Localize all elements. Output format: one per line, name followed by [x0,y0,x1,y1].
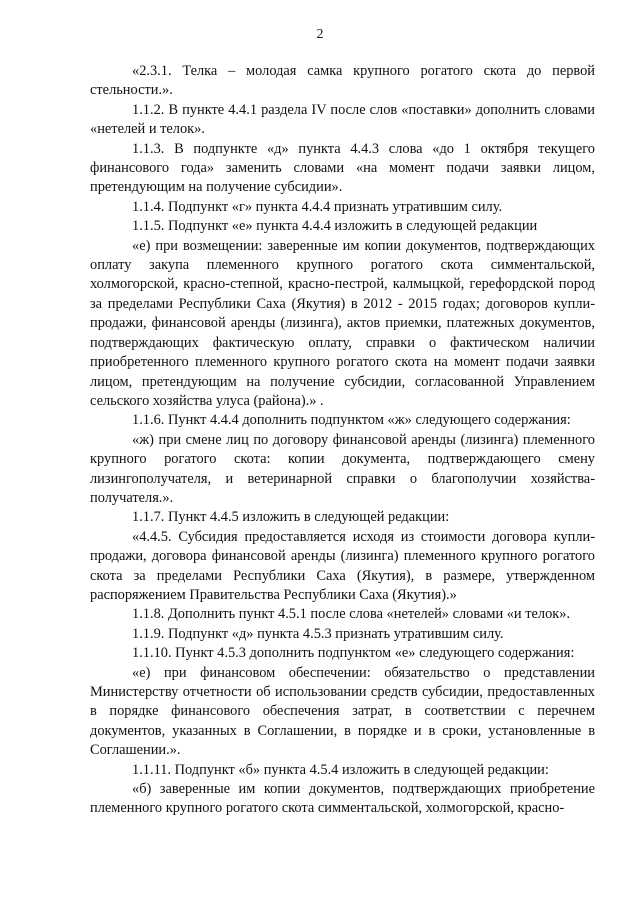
paragraph-1-1-7: 1.1.7. Пункт 4.4.5 изложить в следующей редакции: [132,509,450,526]
paragraph-1-1-5: 1.1.5. Подпункт «е» пункта 4.4.4 изложить в следующей редакции [132,218,538,235]
paragraph-1-1-11: 1.1.11. Подпункт «б» пункта 4.5.4 изложить в следующей редакции: [132,761,549,778]
paragraph-1-1-2: 1.1.2. В пункте 4.4.1 раздела IV после слов «поставки» дополнить словами «нетелей и телок». [90,101,595,138]
paragraph-2-3-1: «2.3.1. Телка – молодая самка крупного рогатого скота до первой стельности.». [90,63,595,99]
paragraph-1-1-10: 1.1.10. Пункт 4.5.3 дополнить подпунктом «е» следующего содержания: [132,645,575,662]
quote-subparagraph-e: «е) при возмещении: заверенные им копии документов, подтверждающих оплату закупа племенного крупного рогатого скота симментальской, холмогорской, красно-степной, красно-пестрой, калмыцкой, герефордской пород за пределами Республики Саха (Якутия) в 2012 - 2015 годах; договоров купли-продажи, финансовой аренды (лизинга), актов приемки, платежных документов, подтверждающих фактическую оплату, справки о фактическом наличии приобретенного племенного крупного рогатого скота на момент подачи заявки лицом, претендующим на получение субсидии, согласованной Управлением сельского хозяйства улуса (района).» . [90,237,595,409]
quote-subparagraph-e-financing: «е) при финансовом обеспечении: обязательство о представлении Министерству отчетности об использовании средств субсидии, предоставленных в порядке финансового обеспечения затрат, в соответствии с перечнем документов, указанных в Соглашении, в порядке и в сроки, установленные в Соглашении.». [90,664,595,759]
quote-subparagraph-b: «б) заверенные им копии документов, подтверждающих приобретение племенного крупного рогатого скота симментальской, холмогорской, красно- [90,781,595,817]
quote-paragraph-4-4-5: «4.4.5. Субсидия предоставляется исходя из стоимости договора купли-продажи, договора финансовой аренды (лизинга) племенного крупного рогатого скота за пределами Республики Саха (Якутия), в размере, утвержденном распоряжением Правительства Республики Саха (Якутия).» [90,528,595,603]
paragraph-1-1-4: 1.1.4. Подпункт «г» пункта 4.4.4 признать утратившим силу. [132,198,503,215]
paragraph-1-1-8: 1.1.8. Дополнить пункт 4.5.1 после слова «нетелей» словами «и телок». [132,606,571,623]
paragraph-1-1-9: 1.1.9. Подпункт «д» пункта 4.5.3 признать утратившим силу. [132,625,504,642]
paragraph-1-1-3: 1.1.3. В подпункте «д» пункта 4.4.3 слова «до 1 октября текущего финансового года» заменить словами «на момент подачи заявки лицом, претендующим на получение субсидии». [90,140,595,196]
document-body [90,62,595,819]
quote-subparagraph-zh: «ж) при смене лиц по договору финансовой аренды (лизинга) племенного крупного рогатого скота: копии документа, подтверждающего смену лизингополучателя, и ветеринарной справки о благополучии хозяйства-получателя.». [90,431,595,506]
page-number: 2 [316,27,324,42]
paragraph-1-1-6: 1.1.6. Пункт 4.4.4 дополнить подпунктом «ж» следующего содержания: [132,412,571,429]
